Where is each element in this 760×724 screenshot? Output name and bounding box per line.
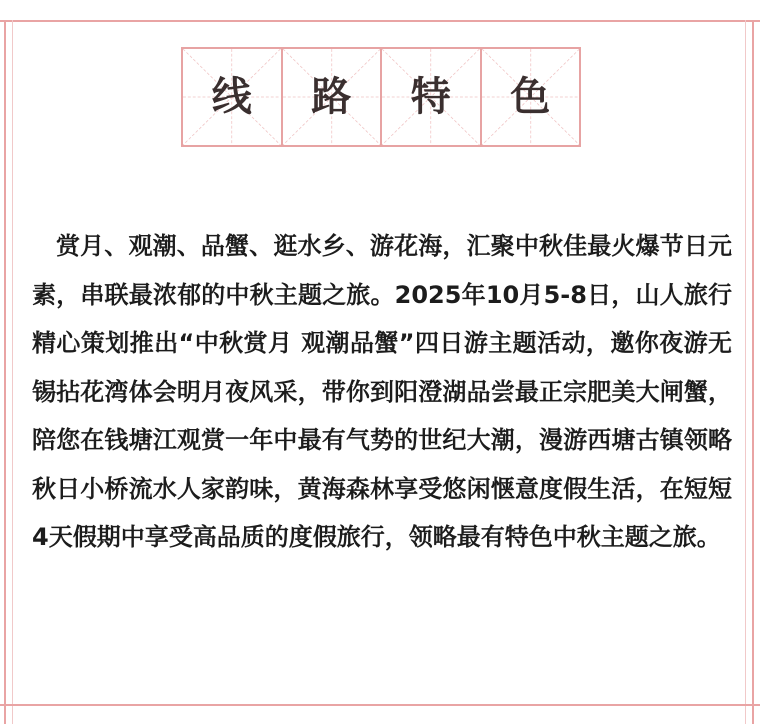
title-cell bbox=[482, 49, 580, 145]
frame-right-border bbox=[752, 20, 754, 724]
frame-right-inner-border bbox=[745, 20, 746, 724]
section-title bbox=[181, 47, 581, 147]
title-char: 路 bbox=[311, 74, 352, 120]
frame-bottom-border bbox=[0, 704, 760, 706]
title-char: 线 bbox=[211, 74, 252, 120]
title-char: 色 bbox=[510, 74, 551, 120]
frame-top-border bbox=[0, 20, 760, 22]
title-cell bbox=[283, 49, 383, 145]
title-cell bbox=[382, 49, 482, 145]
title-char: 特 bbox=[410, 74, 451, 120]
frame-left-border bbox=[4, 20, 6, 724]
title-cell bbox=[183, 49, 283, 145]
body-paragraph: 赏月、观潮、品蟹、逛水乡、游花海，汇聚中秋佳最火爆节日元素，串联最浓郁的中秋主题之旅。2025年10月5-8日，山人旅行精心策划推出“中秋赏月 观潮品蟹”四日游主题活动，邀你夜游无锡拈花湾体会明月夜风采，带你到阳澄湖品尝最正宗肥美大闸蟹，陪您在钱塘江观赏一年中最有气势的世纪大潮，漫游西塘古镇领略秋日小桥流水人家韵味，黄海森林享受悠闲惬意度假生活，在短短4天假期中享受高品质的度假旅行，领略最有特色中秋主题之旅。 bbox=[32, 232, 732, 551]
frame-left-inner-border bbox=[12, 20, 13, 724]
